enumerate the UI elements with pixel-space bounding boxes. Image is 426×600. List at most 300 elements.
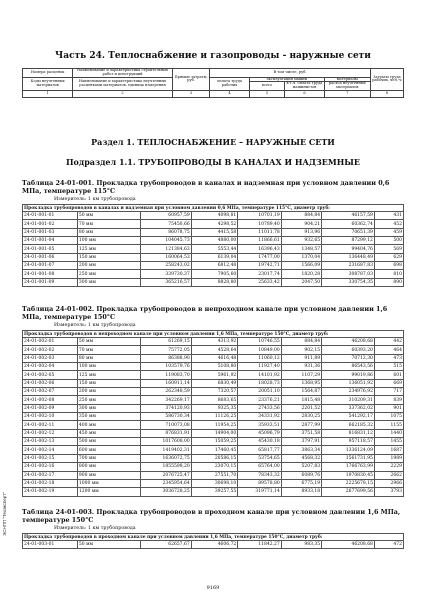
machinist-pay-cell: 3797,91 (281, 438, 321, 446)
pipe-diameter-cell: 250 мм (77, 270, 140, 278)
table-row (23, 429, 404, 437)
rate-code-cell: 24-01-002-03 (23, 354, 78, 362)
materials-cell: 1561731,95 (322, 454, 375, 462)
table-title: Таблица 24-01-002. Прокладка трубопроводов в непроходном канале при условном давлении 1,6 МПа, температуре 150°С (22, 305, 388, 321)
worker-pay-cell: 27551,70 (191, 471, 238, 479)
table-row (23, 228, 404, 236)
worker-pay-cell: 11954,25 (191, 421, 238, 429)
machines-total-cell: 89578,80 (238, 479, 281, 487)
labor-hours-cell: 569 (374, 245, 403, 253)
hdr-material-codes: Коды неучтенных материалов (23, 77, 73, 90)
pipe-diameter-cell: 150 мм (77, 379, 140, 387)
hdr-rate-numbers: Номера расценок (23, 69, 73, 78)
machines-total-cell: 10789,40 (238, 220, 281, 228)
materials-cell: 957118,57 (322, 438, 375, 446)
table-row (23, 404, 404, 412)
rate-code-cell: 24-01-002-06 (23, 379, 78, 387)
hdr-machinist-pay: в т.ч. оплата труда машинистов (286, 81, 323, 90)
materials-cell: 86543,56 (322, 363, 375, 371)
labor-hours-cell: 1075 (374, 413, 403, 421)
machines-total-cell: 10701,19 (238, 212, 281, 220)
table-measure: Измеритель: 1 км трубопровода (54, 197, 136, 202)
hdr-including: В том числе, руб. (210, 69, 371, 78)
hdr-col-number: 6 (285, 90, 325, 97)
table-subheading: Прокладка трубопроводов в каналах и надземная при условном давлении 0,6 МПа, температуре 115°С, диаметр труб: (23, 205, 404, 212)
machinist-pay-cell: 1564,87 (281, 388, 321, 396)
worker-pay-cell: 20586,15 (191, 454, 238, 462)
pipe-diameter-cell: 50 мм (77, 338, 140, 346)
materials-cell: 87299,12 (322, 237, 375, 245)
machinist-pay-cell: 911,89 (281, 354, 321, 362)
table-row (23, 541, 404, 549)
direct-cost-cell: 119083,70 (141, 371, 192, 379)
machinist-pay-cell: 5207,83 (281, 463, 321, 471)
hdr-worker-pay: оплата труда рабочих (210, 77, 250, 90)
direct-cost-cell: 61269,15 (141, 338, 192, 346)
table-row (23, 388, 404, 396)
labor-hours-cell: 2229 (374, 463, 403, 471)
pipe-diameter-cell: 125 мм (77, 245, 140, 253)
machines-total-cell: 20051,10 (238, 388, 281, 396)
rate-code-cell: 24-01-002-15 (23, 454, 78, 462)
materials-cell: 70651,39 (322, 228, 375, 236)
hdr-labor: Затраты труда рабочих, чел.-ч (370, 69, 403, 91)
hdr-unaccounted-materials: расход неучтенных материалов (324, 82, 370, 91)
table-row (23, 278, 404, 286)
pipe-diameter-cell: 100 мм (77, 363, 140, 371)
rate-code-cell: 24-01-002-16 (23, 463, 78, 471)
direct-cost-cell: 342269,17 (141, 396, 192, 404)
table-row (23, 245, 404, 253)
rate-code-cell: 24-01-002-02 (23, 346, 78, 354)
materials-cell: 1970830,45 (322, 471, 375, 479)
machines-total-cell: 34331,92 (238, 413, 281, 421)
hdr-col-number: 5 (249, 90, 284, 97)
machinist-pay-cell: 1815,48 (281, 396, 321, 404)
table-row (23, 471, 404, 479)
rate-code-cell: 24-01-002-08 (23, 396, 78, 404)
table-subheading-row (23, 331, 404, 338)
machinist-pay-cell: 4568,32 (281, 454, 321, 462)
hdr-col-number: 4 (210, 90, 250, 97)
direct-cost-cell: 160064,53 (141, 253, 192, 261)
machines-total-cell: 53754,65 (238, 454, 281, 462)
table-measure: Измеритель: 1 км трубопровода (54, 323, 136, 328)
column-header-table (22, 68, 404, 98)
worker-pay-cell: 14904,00 (191, 429, 238, 437)
worker-pay-cell: 4880,00 (191, 237, 238, 245)
labor-hours-cell: 459 (374, 228, 403, 236)
rate-code-cell: 24-01-002-01 (23, 338, 78, 346)
worker-pay-cell: 6139,04 (191, 253, 238, 261)
labor-hours-cell: 629 (374, 253, 403, 261)
rate-code-cell: 24-01-002-04 (23, 363, 78, 371)
rate-code-cell: 24-01-002-10 (23, 413, 78, 421)
table-row (23, 454, 404, 462)
table-subheading: Прокладка трубопроводов в проходном канале при условном давлении 1,6 МПа, температуре 150°С, диаметр труб: (23, 534, 404, 541)
labor-hours-cell: 442 (374, 338, 403, 346)
table-title: Таблица 24-01-003. Прокладка трубопроводов в проходном канале при условном давлении 1,6 МПа, температуре 150°С (22, 508, 401, 524)
machines-total-cell: 25633,42 (238, 278, 281, 286)
pipe-diameter-cell: 300 мм (77, 404, 140, 412)
machines-total-cell: 10746,55 (238, 338, 281, 346)
machines-total-cell: 35933,51 (238, 421, 281, 429)
materials-cell: 46208,68 (322, 338, 375, 346)
worker-pay-cell: 5108,80 (191, 363, 238, 371)
rate-code-cell: 24-01-002-13 (23, 438, 78, 446)
pipe-diameter-cell: 80 мм (77, 354, 140, 362)
machines-total-cell: 78343,32 (238, 471, 281, 479)
direct-cost-cell: 160911,14 (141, 379, 192, 387)
materials-cell: 662185,32 (322, 421, 375, 429)
worker-pay-cell: 5553,44 (191, 245, 238, 253)
table-row (23, 354, 404, 362)
pipe-diameter-cell: 150 мм (77, 253, 140, 261)
machines-total-cell: 11060,12 (238, 354, 281, 362)
labor-hours-cell: 839 (374, 396, 403, 404)
table-row (23, 446, 404, 454)
pipe-diameter-cell: 800 мм (77, 463, 140, 471)
direct-cost-cell: 86388,90 (141, 354, 192, 362)
rate-code-cell: 24-01-002-17 (23, 471, 78, 479)
direct-cost-cell: 710073,08 (141, 421, 192, 429)
rate-code-cell: 24-01-002-19 (23, 488, 78, 496)
labor-hours-cell: 472 (374, 541, 403, 549)
pipe-diameter-cell: 700 мм (77, 454, 140, 462)
machines-total-cell: 10849,00 (238, 346, 281, 354)
hdr-machines: эксплуатация машин (249, 77, 324, 82)
machinist-pay-cell: 1348,57 (281, 245, 321, 253)
machinist-pay-cell: 884,84 (281, 212, 321, 220)
machines-total-cell: 17477,00 (238, 253, 281, 261)
materials-cell: 310209,31 (322, 396, 375, 404)
machinist-pay-cell: 3751,58 (281, 429, 321, 437)
machinist-pay-cell: 983,35 (281, 541, 321, 549)
labor-hours-cell: 1455 (374, 438, 403, 446)
pipe-diameter-cell: 1000 мм (77, 479, 140, 487)
labor-hours-cell: 3793 (374, 488, 403, 496)
labor-hours-cell: 500 (374, 237, 403, 245)
table-row (23, 421, 404, 429)
rate-code-cell: 24-01-001-04 (23, 237, 78, 245)
table-row (23, 270, 404, 278)
pipe-diameter-cell: 200 мм (77, 388, 140, 396)
direct-cost-cell: 62657,67 (141, 541, 192, 549)
materials-cell: 70712,30 (322, 354, 375, 362)
machines-total-cell: 19742,71 (238, 262, 281, 270)
direct-cost-cell: 3036728,25 (141, 488, 192, 496)
direct-cost-cell: 365216,57 (141, 278, 192, 286)
pipe-diameter-cell: 200 мм (77, 262, 140, 270)
worker-pay-cell: 15059,25 (191, 438, 238, 446)
labor-hours-cell: 473 (374, 354, 403, 362)
machinist-pay-cell: 902,15 (281, 346, 321, 354)
machinist-pay-cell: 904,21 (281, 220, 321, 228)
machines-total-cell: 45096,79 (238, 429, 281, 437)
machines-total-cell: 23017,74 (238, 270, 281, 278)
rate-code-cell: 24-01-002-12 (23, 429, 78, 437)
hdr-material-description: Наименование и характеристика неучтенных расценками материалов, единица измерения (73, 77, 173, 90)
pipe-diameter-cell: 125 мм (77, 371, 140, 379)
rate-code-cell: 24-01-001-08 (23, 270, 78, 278)
table-row (23, 262, 404, 270)
machinist-pay-cell: 913,96 (281, 228, 321, 236)
rate-code-cell: 24-01-001-01 (23, 212, 78, 220)
labor-hours-cell: 1440 (374, 429, 403, 437)
worker-pay-cell: 23070,15 (191, 463, 238, 471)
direct-cost-cell: 104045,73 (141, 237, 192, 245)
direct-cost-cell: 258243,02 (141, 262, 192, 270)
worker-pay-cell: 5961,92 (191, 371, 238, 379)
rate-code-cell: 24-01-003-01 (23, 541, 78, 549)
machines-total-cell: 16396,43 (238, 245, 281, 253)
rate-code-cell: 24-01-001-07 (23, 262, 78, 270)
rate-code-cell: 24-01-002-18 (23, 479, 78, 487)
labor-hours-cell: 890 (374, 278, 403, 286)
labor-hours-cell: 2662 (374, 471, 403, 479)
machinist-pay-cell: 884,84 (281, 338, 321, 346)
materials-cell: 337362,02 (322, 404, 375, 412)
worker-pay-cell: 4313,92 (191, 338, 238, 346)
labor-hours-cell: 464 (374, 346, 403, 354)
machinist-pay-cell: 2830,25 (281, 413, 321, 421)
hdr-col-number: 8 (370, 90, 403, 97)
pipe-diameter-cell: 250 мм (77, 396, 140, 404)
materials-cell: 2677699,56 (322, 488, 375, 496)
worker-pay-cell: 6830,49 (191, 379, 238, 387)
table-row (23, 346, 404, 354)
labor-hours-cell: 1687 (374, 446, 403, 454)
table-subheading-row (23, 205, 404, 212)
machinist-pay-cell: 1566,09 (281, 262, 321, 270)
machines-total-cell: 11842,27 (238, 541, 281, 549)
worker-pay-cell: 8828,80 (191, 278, 238, 286)
materials-cell: 231687,83 (322, 262, 375, 270)
hdr-direct-costs: Прямые затраты, руб. (172, 69, 209, 91)
materials-cell: 2225678,15 (322, 479, 375, 487)
machinist-pay-cell: 3863,34 (281, 446, 321, 454)
direct-cost-cell: 75450,66 (141, 220, 192, 228)
materials-cell: 234976,92 (322, 388, 375, 396)
worker-pay-cell: 4298,52 (191, 220, 238, 228)
table-row (23, 363, 404, 371)
machinist-pay-cell: 1107,29 (281, 371, 321, 379)
table-row (23, 479, 404, 487)
materials-cell: 1336124,09 (322, 446, 375, 454)
worker-pay-cell: 17460,45 (191, 446, 238, 454)
direct-cost-cell: 339730,37 (141, 270, 192, 278)
pipe-diameter-cell: 80 мм (77, 228, 140, 236)
hdr-col-number: 3 (172, 90, 209, 97)
materials-cell: 1766763,99 (322, 463, 375, 471)
direct-cost-cell: 1855598,20 (141, 463, 192, 471)
pipe-diameter-cell: 70 мм (77, 220, 140, 228)
worker-pay-cell: 6812,48 (191, 262, 238, 270)
pipe-diameter-cell: 450 мм (77, 429, 140, 437)
pipe-diameter-cell: 70 мм (77, 346, 140, 354)
materials-cell: 60393,20 (322, 346, 375, 354)
machines-total-cell: 65817,77 (238, 446, 281, 454)
labor-hours-cell: 2966 (374, 479, 403, 487)
labor-hours-cell: 431 (374, 212, 403, 220)
direct-cost-cell: 1419402,31 (141, 446, 192, 454)
rate-code-cell: 24-01-002-11 (23, 421, 78, 429)
direct-cost-cell: 374120,93 (141, 404, 192, 412)
part-title: Часть 24. Теплоснабжение и газопроводы - наружные сети (55, 51, 371, 61)
rate-code-cell: 24-01-002-05 (23, 371, 78, 379)
labor-hours-cell: 1989 (374, 454, 403, 462)
machines-total-cell: 18028,73 (238, 379, 281, 387)
table-row (23, 338, 404, 346)
table-measure: Измеритель: 1 км трубопровода (54, 526, 136, 531)
table-row (23, 488, 404, 496)
machinist-pay-cell: 2201,52 (281, 404, 321, 412)
table-row (23, 379, 404, 387)
direct-cost-cell: 876831,91 (141, 429, 192, 437)
pipe-diameter-cell: 400 мм (77, 421, 140, 429)
hdr-machines-total: всего (249, 82, 284, 91)
hdr-work-description: Наименование и характеристика строительных работ и конструкций (73, 69, 173, 78)
worker-pay-cell: 4098,81 (191, 212, 238, 220)
rate-code-cell: 24-01-001-03 (23, 228, 78, 236)
table-row (23, 212, 404, 220)
machinist-pay-cell: 932,65 (281, 237, 321, 245)
pipe-diameter-cell: 50 мм (77, 541, 140, 549)
hdr-col-number: 1 (23, 90, 73, 97)
machines-total-cell: 11866,61 (238, 237, 281, 245)
labor-hours-cell: 452 (374, 220, 403, 228)
machinist-pay-cell: 8933,18 (281, 488, 321, 496)
materials-cell: 46157,59 (322, 212, 375, 220)
table-subheading-row (23, 534, 404, 541)
direct-cost-cell: 586730,34 (141, 413, 192, 421)
machines-total-cell: 14101,92 (238, 371, 281, 379)
hdr-col-number: 7 (324, 90, 370, 97)
machines-total-cell: 45430,18 (238, 438, 281, 446)
materials-cell: 99019,86 (322, 371, 375, 379)
rate-code-cell: 24-01-002-14 (23, 446, 78, 454)
pipe-diameter-cell: 1200 мм (77, 488, 140, 496)
rates-table (22, 533, 404, 549)
worker-pay-cell: 11126,25 (191, 413, 238, 421)
labor-hours-cell: 669 (374, 379, 403, 387)
pipe-diameter-cell: 600 мм (77, 446, 140, 454)
pipe-diameter-cell: 500 мм (77, 438, 140, 446)
worker-pay-cell: 8683,65 (191, 396, 238, 404)
materials-cell: 308787,03 (322, 270, 375, 278)
worker-pay-cell: 7905,60 (191, 270, 238, 278)
materials-cell: 136051,92 (322, 379, 375, 387)
section-heading: Раздел 1. ТЕПЛОСНАБЖЕНИЕ – НАРУЖНЫЕ СЕТИ (91, 137, 335, 147)
table-title: Таблица 24-01-001. Прокладка трубопроводов в каналах и надземная при условном давлении 0,6 МПа, температуре 115°С (22, 179, 390, 195)
rate-code-cell: 24-01-001-02 (23, 220, 78, 228)
table-row (23, 220, 404, 228)
rates-table (22, 204, 404, 287)
direct-cost-cell: 121384,63 (141, 245, 192, 253)
materials-cell: 136448,49 (322, 253, 375, 261)
machines-total-cell: 11011,78 (238, 228, 281, 236)
labor-hours-cell: 717 (374, 388, 403, 396)
machinist-pay-cell: 2877,99 (281, 421, 321, 429)
table-row (23, 253, 404, 261)
rate-code-cell: 24-01-001-06 (23, 253, 78, 261)
table-subheading: Прокладка трубопроводов в непроходном канале при условном давлении 1,6 МПа, температуре 150°С, диаметр труб: (23, 331, 404, 338)
table-row (23, 237, 404, 245)
pipe-diameter-cell: 300 мм (77, 278, 140, 286)
pipe-diameter-cell: 100 мм (77, 237, 140, 245)
rate-code-cell: 24-01-001-09 (23, 278, 78, 286)
worker-pay-cell: 9325,35 (191, 404, 238, 412)
materials-cell: 541292,17 (322, 413, 375, 421)
machinist-pay-cell: 2047,50 (281, 278, 321, 286)
labor-hours-cell: 901 (374, 404, 403, 412)
labor-hours-cell: 810 (374, 270, 403, 278)
direct-cost-cell: 60957,59 (141, 212, 192, 220)
materials-cell: 99404,76 (322, 245, 375, 253)
machinist-pay-cell: 1368,95 (281, 379, 321, 387)
table-row (23, 371, 404, 379)
pipe-diameter-cell: 900 мм (77, 471, 140, 479)
direct-cost-cell: 262348,59 (141, 388, 192, 396)
worker-pay-cell: 7320,57 (191, 388, 238, 396)
materials-cell: 60362,74 (322, 220, 375, 228)
labor-hours-cell: 698 (374, 262, 403, 270)
table-row (23, 463, 404, 471)
materials-cell: 816831,12 (322, 429, 375, 437)
worker-pay-cell: 4616,48 (191, 354, 238, 362)
direct-cost-cell: 1017608,00 (141, 438, 192, 446)
labor-hours-cell: 1155 (374, 421, 403, 429)
worker-pay-cell: 30698,10 (191, 479, 238, 487)
machinist-pay-cell: 6089,76 (281, 471, 321, 479)
worker-pay-cell: 4415,58 (191, 228, 238, 236)
direct-cost-cell: 1636072,75 (141, 454, 192, 462)
subsection-heading: Подраздел 1.1. ТРУБОПРОВОДЫ В КАНАЛАХ И НАДЗЕМНЫЕ (65, 157, 360, 167)
rate-code-cell: 24-01-002-09 (23, 404, 78, 412)
machines-total-cell: 11927,40 (238, 363, 281, 371)
machines-total-cell: 27433,56 (238, 404, 281, 412)
pipe-diameter-cell: 350 мм (77, 413, 140, 421)
labor-hours-cell: 601 (374, 371, 403, 379)
machines-total-cell: 319771,14 (238, 488, 281, 496)
direct-cost-cell: 103579,76 (141, 363, 192, 371)
hdr-materials: материалы (324, 77, 370, 82)
worker-pay-cell: 4528,64 (191, 346, 238, 354)
materials-cell: 330754,35 (322, 278, 375, 286)
table-row (23, 413, 404, 421)
machines-total-cell: 23376,21 (238, 396, 281, 404)
page-number: 9169 (206, 585, 220, 591)
worker-pay-cell: 39257,55 (191, 488, 238, 496)
table-row (23, 438, 404, 446)
hdr-col-number: 2 (73, 90, 173, 97)
direct-cost-cell: 2076725,47 (141, 471, 192, 479)
direct-cost-cell: 86078,75 (141, 228, 192, 236)
machinist-pay-cell: 6775,19 (281, 479, 321, 487)
machinist-pay-cell: 931,36 (281, 363, 321, 371)
publisher-side-label: ЭСНПП "Техэксперт" (2, 492, 7, 536)
pipe-diameter-cell: 50 мм (77, 212, 140, 220)
worker-pay-cell: 4606,72 (191, 541, 238, 549)
rate-code-cell: 24-01-001-05 (23, 245, 78, 253)
materials-cell: 46208,68 (322, 541, 375, 549)
machines-total-cell: 65764,00 (238, 463, 281, 471)
machinist-pay-cell: 1370,04 (281, 253, 321, 261)
rates-table (22, 330, 404, 497)
machinist-pay-cell: 1820,28 (281, 270, 321, 278)
rate-code-cell: 24-01-002-07 (23, 388, 78, 396)
direct-cost-cell: 2345954,64 (141, 479, 192, 487)
